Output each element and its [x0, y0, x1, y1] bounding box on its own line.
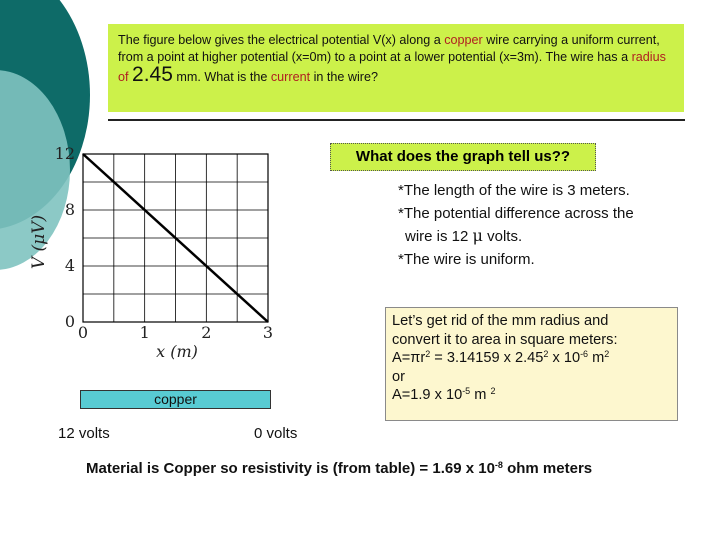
fact-potential: *The potential difference across the	[398, 204, 634, 222]
material-word: copper	[444, 33, 483, 47]
x-tick-label: 2	[201, 323, 212, 342]
fact-uniform: *The wire is uniform.	[398, 250, 535, 268]
area-result: A=1.9 x $10^{-5}$ m $^2$	[392, 386, 496, 403]
y-tick-label: 12	[54, 144, 75, 163]
x-tick-label: 1	[139, 323, 150, 342]
problem-statement: The figure below gives the electrical potential V(x) along a copper wire carrying a uniform current, from a point at higher potential (x=0m) to a point at a lower potential (x=3m). The wire has a radius of 2.45 mm. What is the current in the wire?	[108, 24, 684, 112]
y-tick-label: 0	[64, 312, 75, 331]
x-tick-label: 0	[77, 323, 89, 342]
question-heading: What does the graph tell us??	[330, 143, 596, 171]
x-tick-label: 3	[262, 323, 274, 342]
high-potential-label: 12 volts	[58, 425, 110, 442]
radius-word: radius of	[118, 50, 666, 84]
current-word: current	[270, 70, 311, 84]
y-tick-label: 8	[64, 200, 75, 219]
low-potential-label: 0 volts	[254, 425, 298, 442]
copper-wire-bar: copper	[80, 390, 271, 409]
fact-potential-value: wire is 12 μ volts.	[405, 226, 523, 245]
resistivity-statement: Material is Copper so resistivity is (from table) = 1.69 x $10^{-8}$ ohm meters	[86, 460, 593, 477]
x-axis-label: x (m)	[156, 342, 198, 361]
fact-length: *The length of the wire is 3 meters.	[398, 182, 630, 199]
area-formula: $A=\pi r^2 = 3.14159$ x 2.45$^2$ x $10^{-6}$ $m^2$	[392, 349, 610, 366]
y-tick-label: 4	[64, 256, 75, 275]
radius-value: 2.45	[132, 63, 173, 86]
area-calculation-box: Let’s get rid of the mm radius and convert it to area in square meters: $A=\pi r^2 = 3.14159$ x 2.45$^2$ x $10^{-6}$ $m^2$ or A=1.9 x $10^{-5}$ m $^2$	[385, 307, 678, 421]
chart-ticks	[55, 144, 273, 342]
y-axis-label: V (μV)	[29, 214, 49, 270]
